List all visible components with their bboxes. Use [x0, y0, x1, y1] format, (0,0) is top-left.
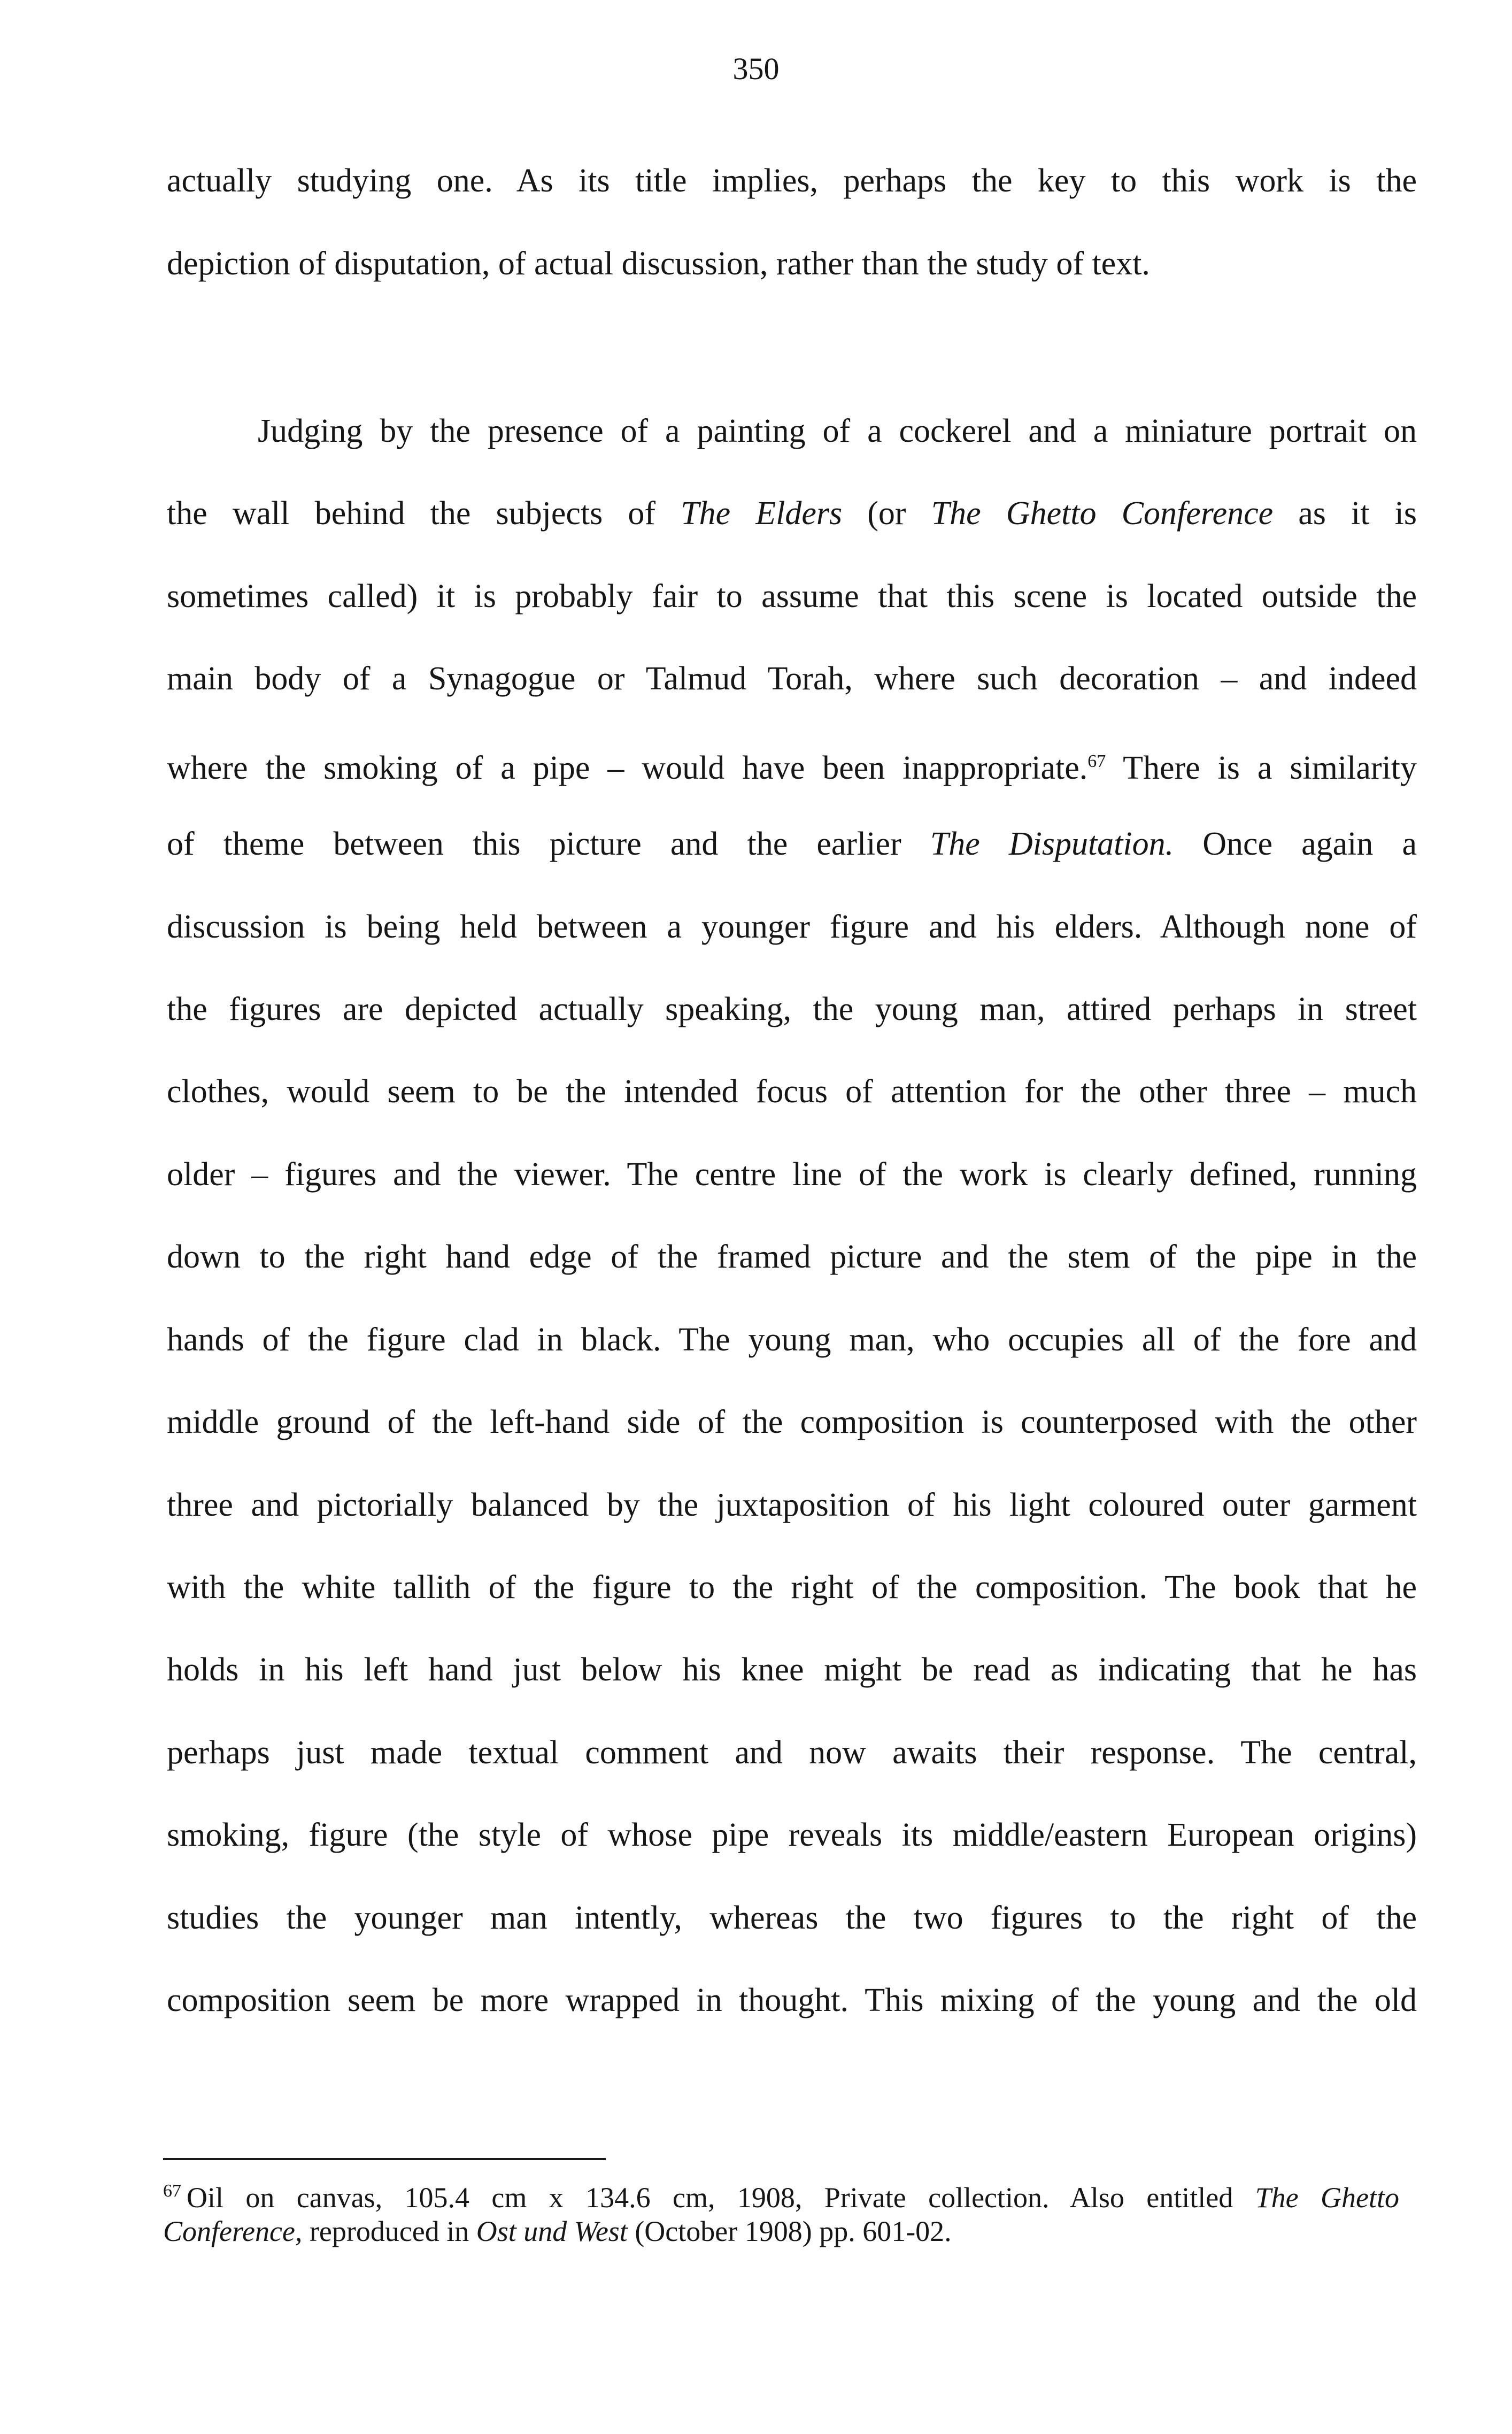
text-line: discussion is being held between a younger figure and his elders. Although none of	[167, 909, 1417, 945]
text-line: actually studying one. As its title implies, perhaps the key to this work is the	[167, 163, 1417, 199]
text-line	[167, 741, 1417, 788]
text-line: main body of a Synagogue or Talmud Torah, where such decoration – and indeed	[167, 661, 1417, 697]
footnote-reference[interactable]: 67	[1087, 751, 1106, 771]
text-line: older – figures and the viewer. The centre line of the work is clearly defined, running	[167, 1156, 1417, 1193]
text-span: Oil on canvas, 105.4 cm x 134.6 cm, 1908, Private collection. Also entitled	[187, 2182, 1255, 2214]
text-line: perhaps just made textual comment and now awaits their response. The central,	[167, 1734, 1417, 1771]
artwork-title: The Elders	[681, 495, 843, 532]
text-line: clothes, would seem to be the intended focus of attention for the other three – much	[167, 1073, 1417, 1110]
text-line: down to the right hand edge of the framed picture and the stem of the pipe in the	[167, 1239, 1417, 1275]
text-line: sometimes called) it is probably fair to assume that this scene is located outside the	[167, 578, 1417, 615]
artwork-title: Conference,	[163, 2215, 303, 2247]
text-line: studies the younger man intently, whereas the two figures to the right of the	[167, 1900, 1417, 1936]
text-line: Judging by the presence of a painting of a cockerel and a miniature portrait on	[258, 413, 1417, 449]
text-line	[167, 493, 1417, 534]
text-line: holds in his left hand just below his knee might be read as indicating that he has	[167, 1652, 1417, 1688]
footnote-marker: 67	[163, 2181, 181, 2201]
footnote-rule	[163, 2158, 606, 2160]
publication-title: Ost und West	[476, 2215, 628, 2247]
text-span: of theme between this picture and the earlier	[167, 826, 930, 862]
text-line: hands of the figure clad in black. The young man, who occupies all of the fore and	[167, 1322, 1417, 1358]
text-line: with the white tallith of the figure to the right of the composition. The book that he	[167, 1569, 1417, 1606]
text-span: where the smoking of a pipe – would have been inappropriate.	[167, 750, 1088, 786]
text-line: three and pictorially balanced by the juxtaposition of his light coloured outer garment	[167, 1487, 1417, 1523]
text-span: as it is	[1273, 495, 1417, 532]
text-line	[167, 824, 1417, 864]
text-line: depiction of disputation, of actual discussion, rather than the study of text.	[167, 245, 1150, 282]
text-span: the wall behind the subjects of	[167, 495, 681, 532]
text-span: reproduced in	[302, 2215, 476, 2247]
text-line: smoking, figure (the style of whose pipe reveals its middle/eastern European origins)	[167, 1817, 1417, 1853]
page-number: 350	[732, 51, 780, 86]
text-span: (or	[842, 495, 931, 532]
text-line: composition seem be more wrapped in thought. This mixing of the young and the old	[167, 1982, 1417, 2018]
text-span: Once again a	[1174, 826, 1417, 862]
text-span: There is a similarity	[1106, 750, 1417, 786]
footnote-line	[163, 2214, 952, 2248]
artwork-title: The Disputation.	[930, 826, 1174, 862]
text-line: middle ground of the left-hand side of the composition is counterposed with the other	[167, 1404, 1417, 1440]
artwork-title: The Ghetto	[1255, 2182, 1399, 2214]
footnote-line	[163, 2174, 1399, 2215]
text-line: the figures are depicted actually speaking, the young man, attired perhaps in street	[167, 991, 1417, 1027]
artwork-title: The Ghetto Conference	[931, 495, 1274, 532]
text-span: (October 1908) pp. 601-02.	[627, 2215, 952, 2247]
